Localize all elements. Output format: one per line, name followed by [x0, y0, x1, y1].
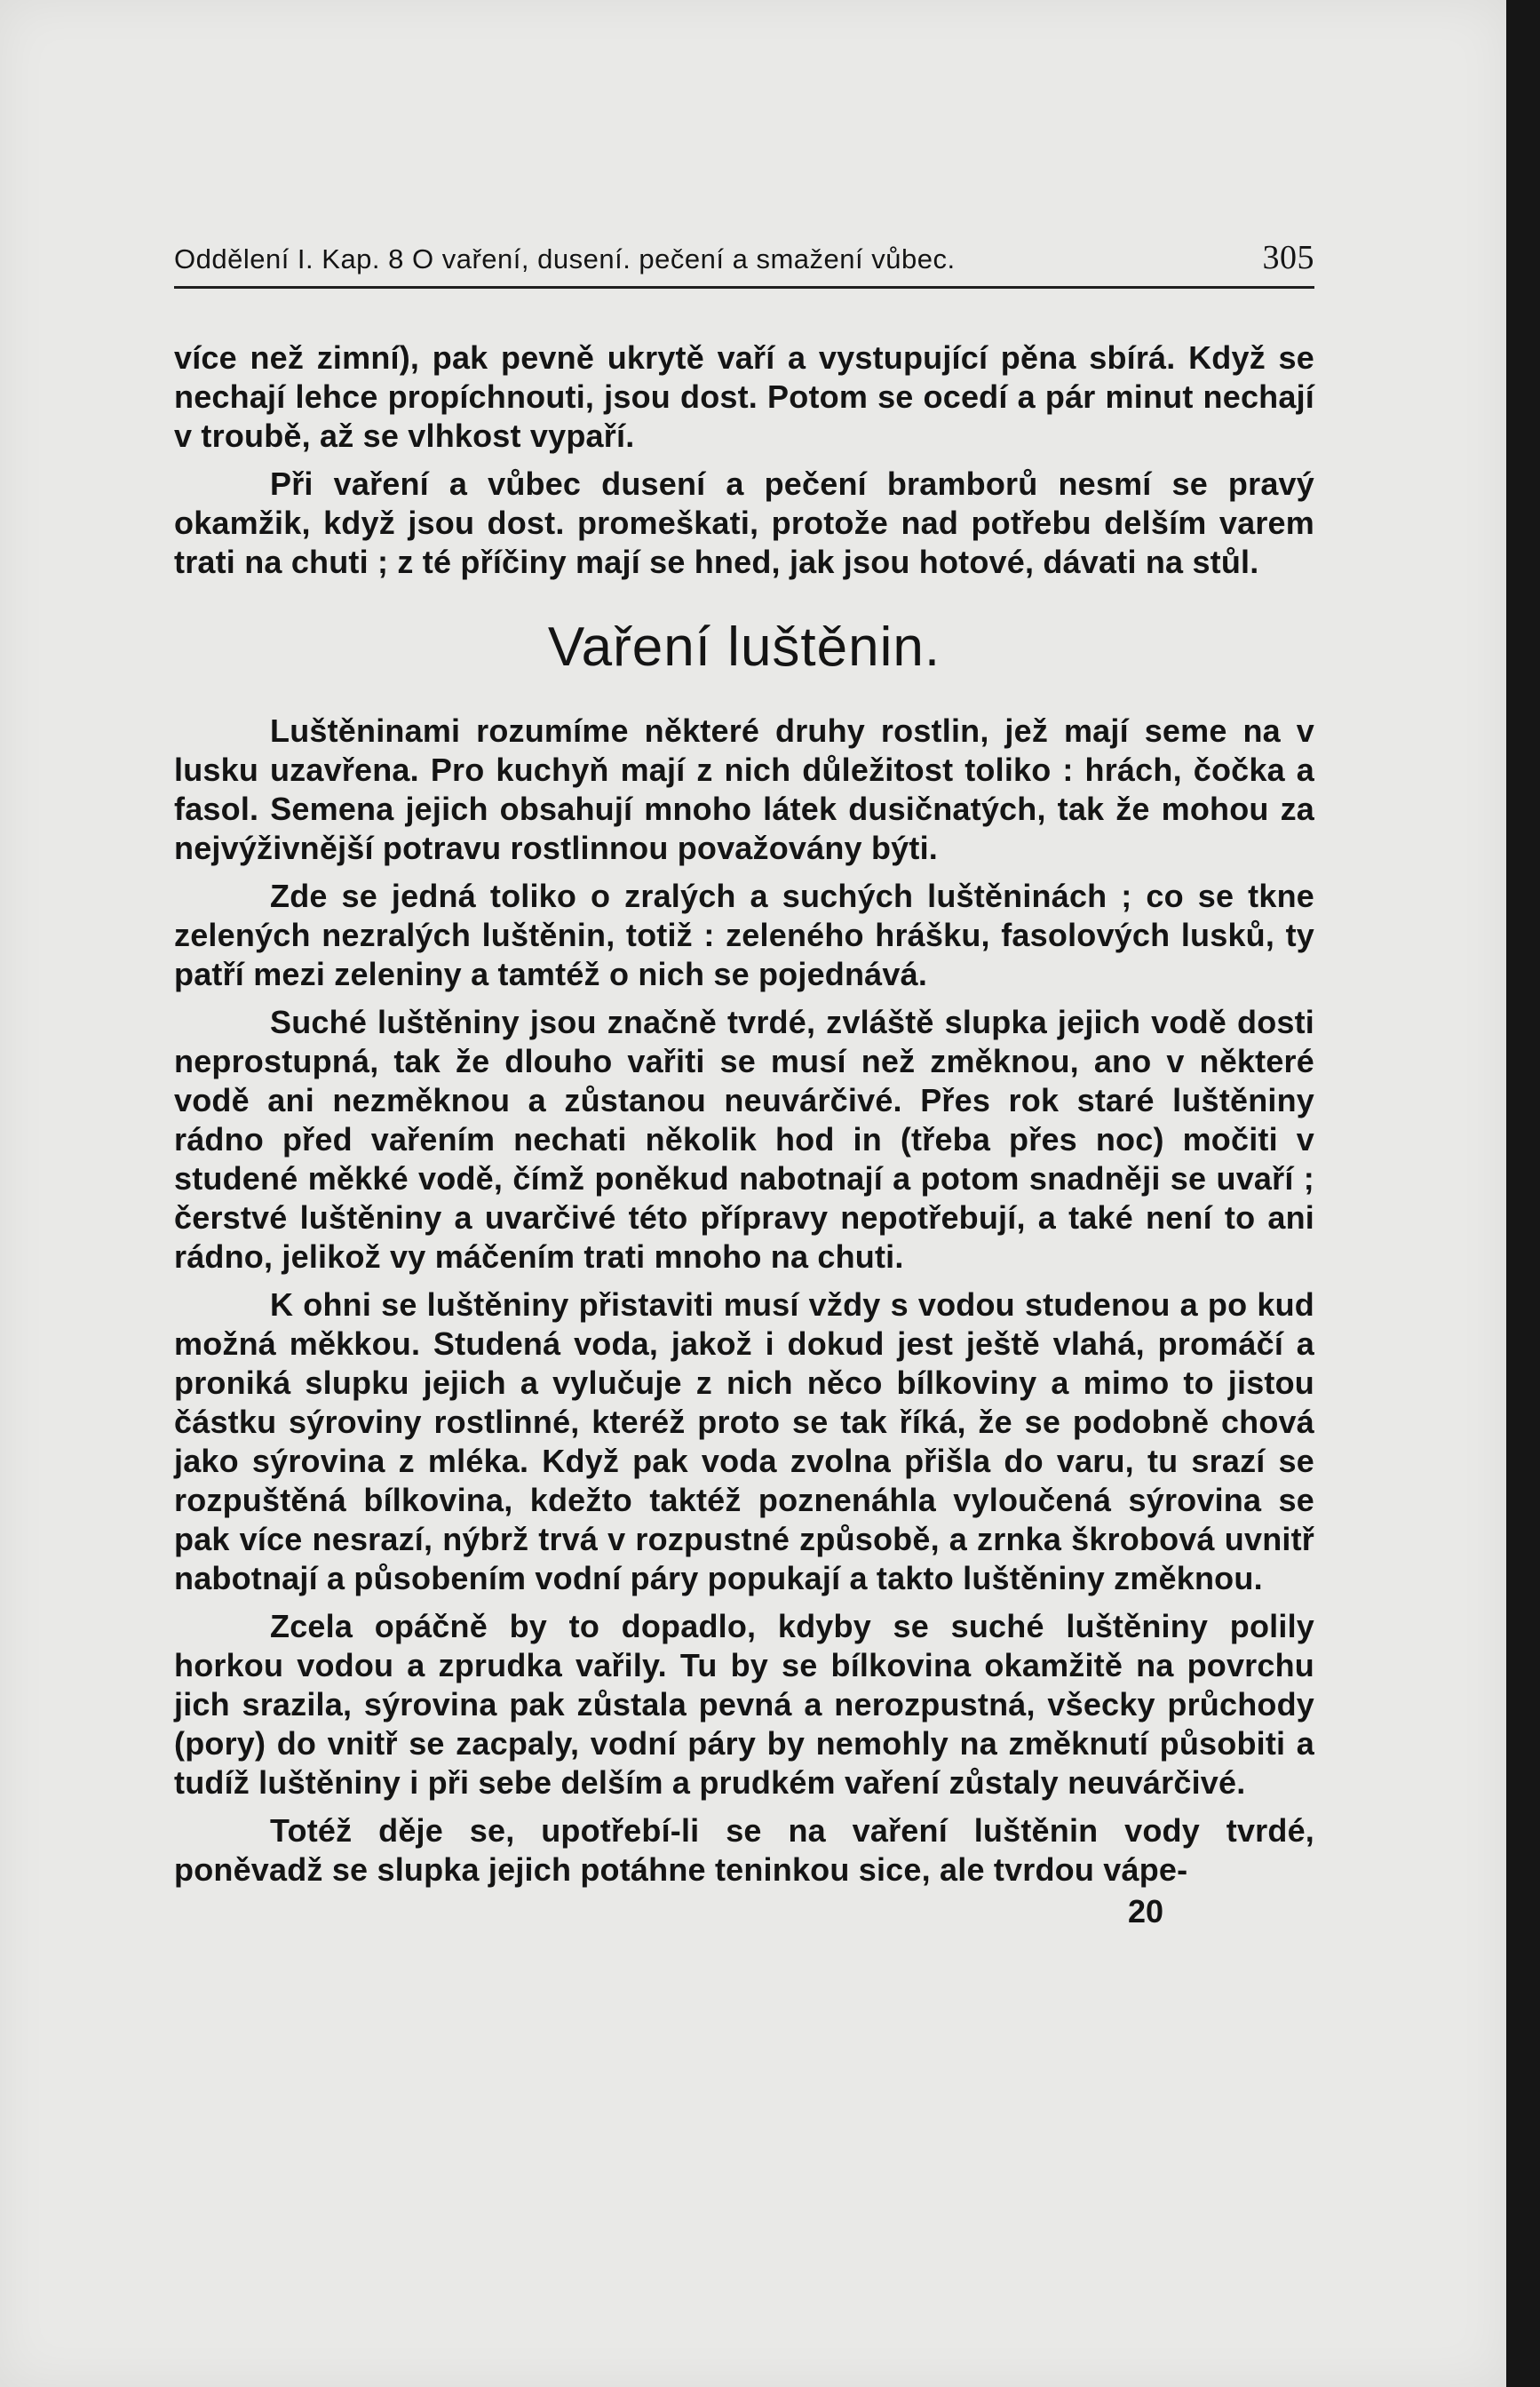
paragraph: Luštěninami rozumíme některé druhy rostlin, jež mají seme na v lusku uzavřena. Pro kuchyň mají z nich důležitost toliko : hrách, čočka a fasol. Semena jejich obsahují mnoho látek dusičnatých, tak že mohou za nejvýživnější potravu rostlinnou považovány býti. [174, 712, 1314, 866]
paragraph: Při vaření a vůbec dusení a pečení bramborů nesmí se pravý okamžik, když jsou dost. promeškati, protože nad potřebu delším varem trati na chuti ; z té příčiny mají se hned, jak jsou hotové, dávati na stůl. [174, 465, 1314, 580]
signature-mark: 20 [1127, 1893, 1163, 1929]
paragraph: Totéž děje se, upotřebí-li se na vaření luštěnin vody tvrdé, poněvadž se slupka jejich potáhne teninkou sice, ale tvrdou vápe- [174, 1812, 1314, 1888]
paragraph: K ohni se luštěniny přistaviti musí vždy s vodou studenou a po kud možná měkkou. Studená voda, jakož i dokud jest ještě vlahá, promáčí a proniká slupku jejich a vylučuje z nich něco bílkoviny a mimo to jistou částku sýroviny rostlinné, kteréž proto se tak říká, že se podobně chová jako sýrovina z mléka. Když pak voda zvolna přišla do varu, tu srazí se rozpuštěná bílkovina, kdežto taktéž poznenáhla vyloučená sýrovina se pak více nesrazí, nýbrž trvá v rozpustné způsobě, a zrnka škrobová uvnitř nabotnají a působením vodní páry popukají a takto luštěniny změknou. [174, 1286, 1314, 1596]
paragraph: Zcela opáčně by to dopadlo, kdyby se suché luštěniny polily horkou vodou a zprudka vařily. Tu by se bílkovina okamžitě na povrchu jich srazila, sýrovina pak zůstala pevná a nerozpustná, všecky průchody (pory) do vnitř se zacpaly, vodní páry by nemohly na změknutí působiti a tudíž luštěniny i při sebe delším a prudkém vaření zůstaly neuvárčivé. [174, 1608, 1314, 1801]
running-title: Oddělení I. Kap. 8 O vaření, dusení. pečení a smažení vůbec. [174, 243, 956, 275]
running-header [174, 238, 1314, 289]
paragraph: Suché luštěniny jsou značně tvrdé, zvláště slupka jejich vodě dosti neprostupná, tak že dlouho vařiti se musí než změknou, ano v některé vodě ani nezměknou a zůstanou neuvárčivé. Přes rok staré luštěniny rádno před vařením nechati několik hod in (třeba přes noc) močiti v studené měkké vodě, čímž poněkud nabotnají a potom snadněji se uvaří ; čerstvé luštěniny a uvarčivé této přípravy nepotřebují, a také není to ani rádno, jelikož vy máčením trati mnoho na chuti. [174, 1004, 1314, 1275]
book-page [174, 238, 1314, 1930]
page-number: 305 [1262, 239, 1314, 276]
section-heading: Vaření luštěnin. [547, 617, 941, 678]
paragraph: více než zimní), pak pevně ukrytě vaří a vystupující pěna sbírá. Když se nechají lehce propíchnouti, jsou dost. Potom se ocedí a pár minut nechají v troubě, až se vlhkost vypaří. [174, 339, 1314, 454]
body-text [174, 338, 1314, 1890]
paragraph: Zde se jedná toliko o zralých a suchých luštěninách ; co se tkne zelených nezralých luštěnin, totiž : zeleného hrášku, fasolových lusků, ty patří mezi zeleniny a tamtéž o nich se pojednává. [174, 878, 1314, 992]
